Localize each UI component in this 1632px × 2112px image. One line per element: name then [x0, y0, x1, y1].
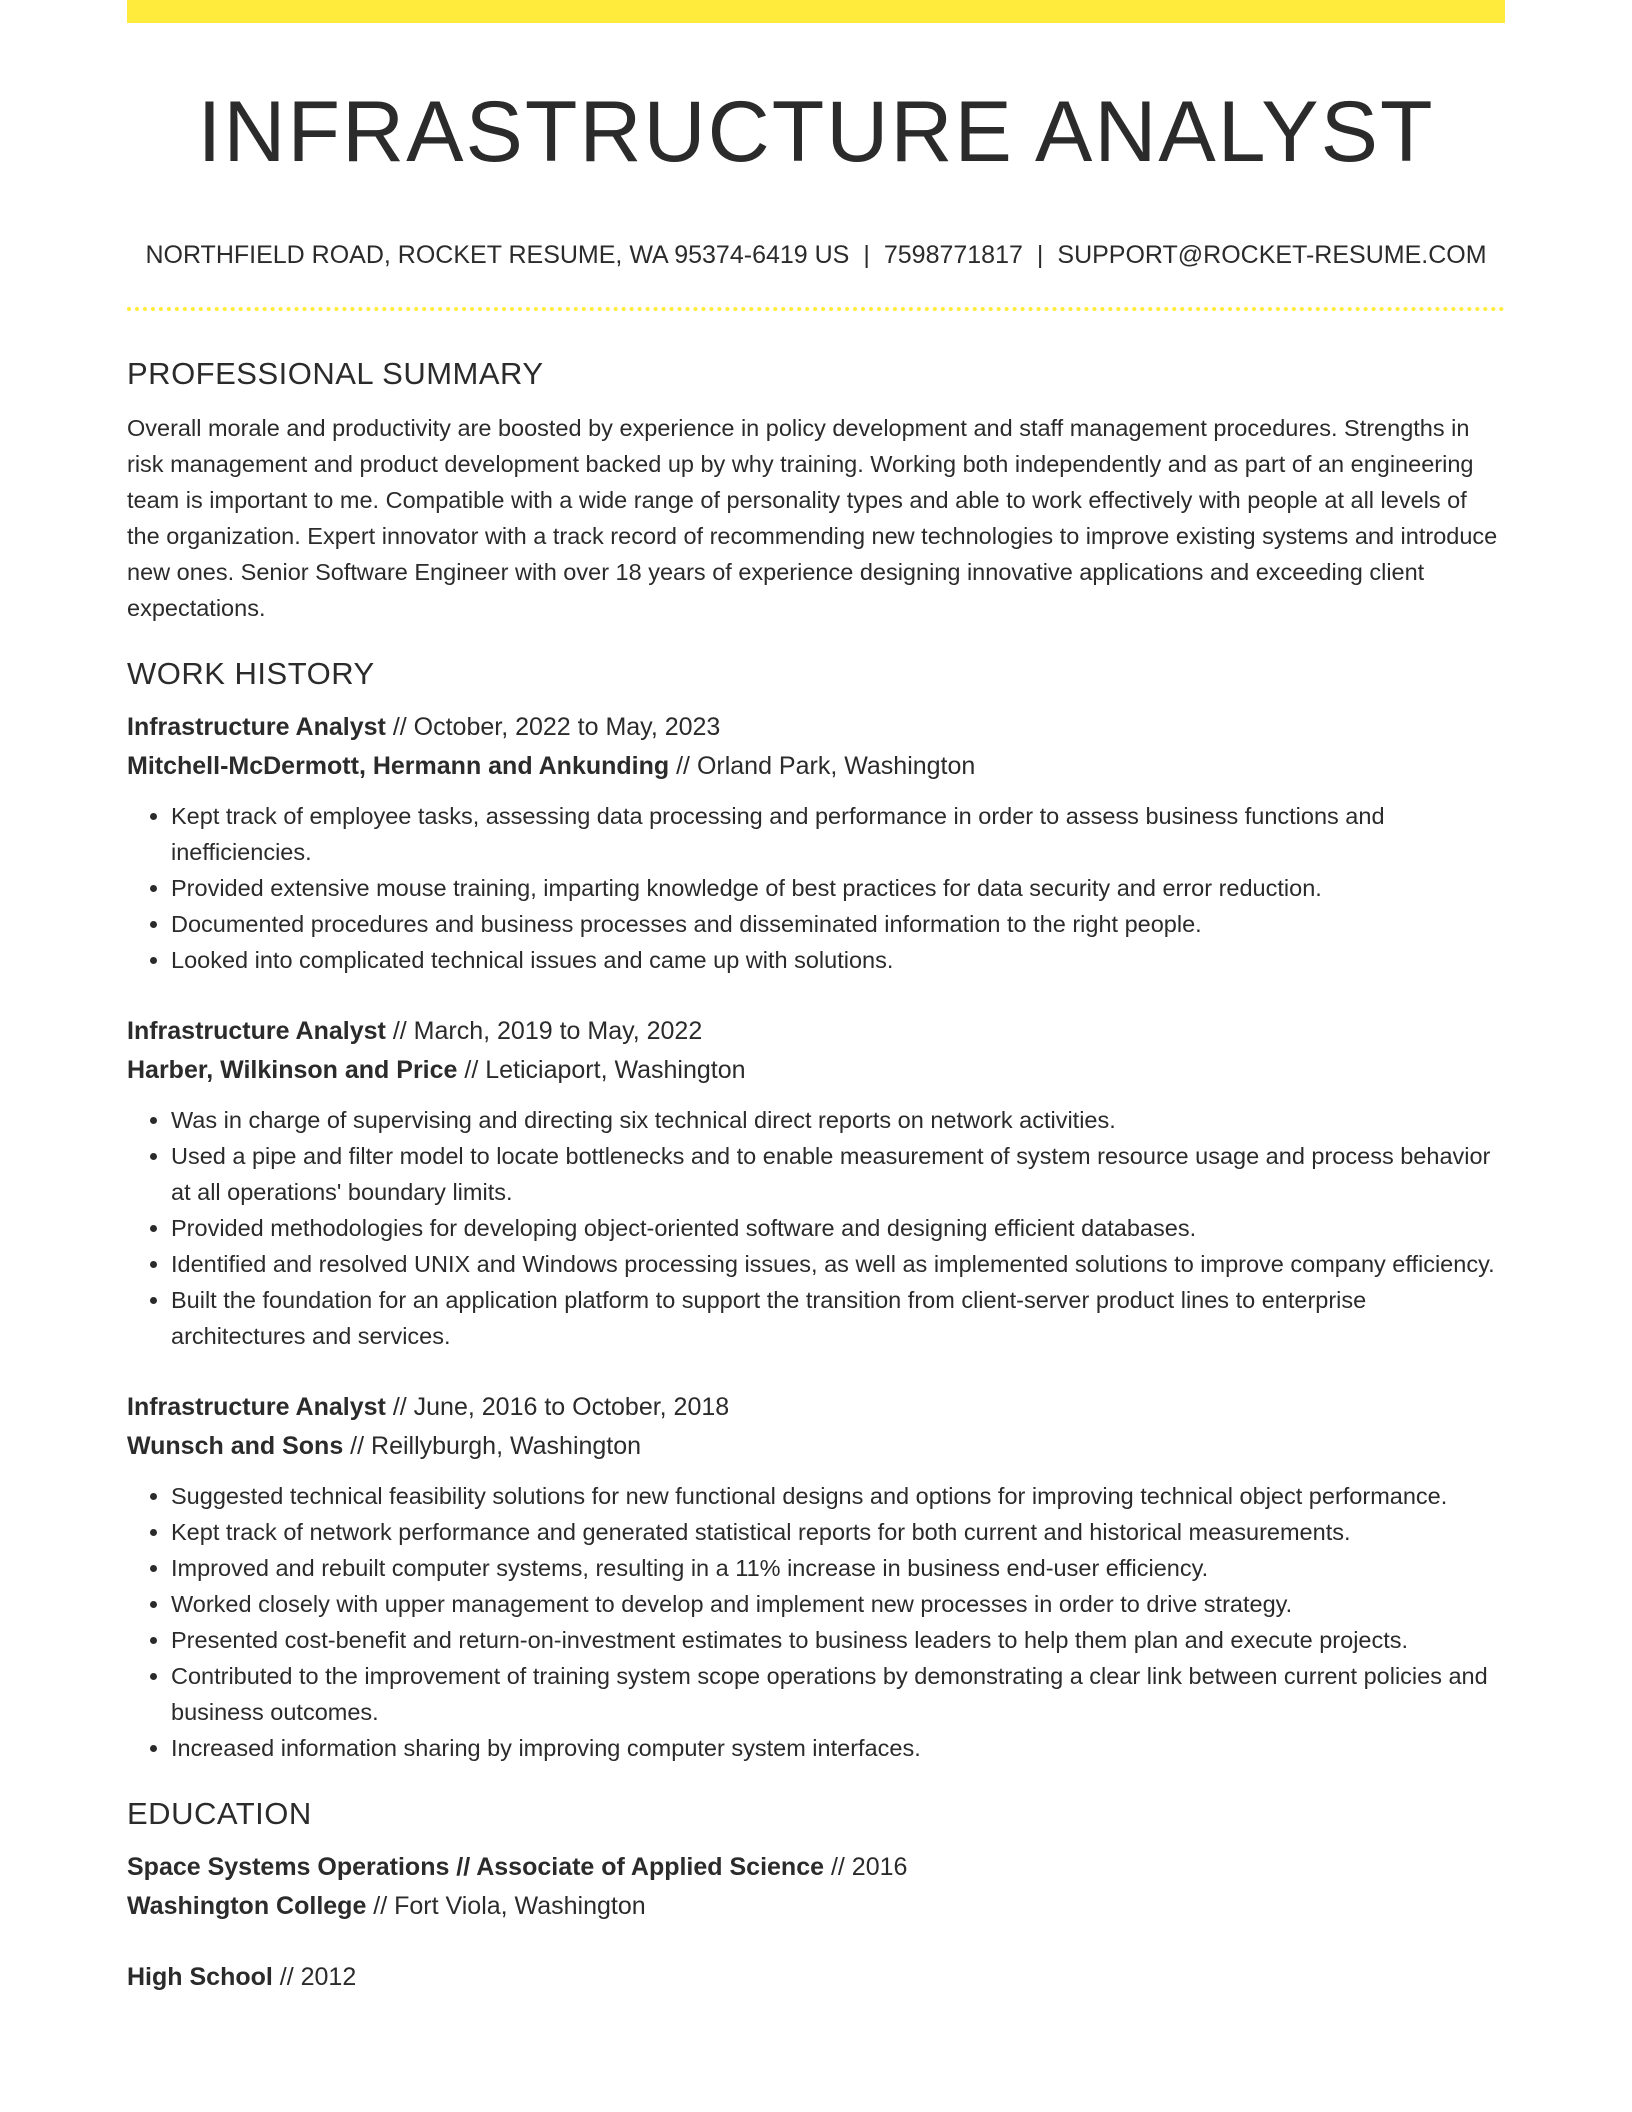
- degree-year: // 2012: [272, 1963, 357, 1991]
- list-item: • Kept track of employee tasks, assessing data processing and performance in order to assess business functions and inefficiencies.: [171, 798, 1505, 870]
- job-title: Infrastructure Analyst: [127, 1393, 386, 1421]
- contact-separator: |: [863, 241, 870, 269]
- degree-line: [127, 1958, 1505, 1997]
- summary-heading: PROFESSIONAL SUMMARY: [127, 356, 544, 391]
- degree: Space Systems Operations // Associate of Applied Science: [127, 1853, 825, 1881]
- job-company: Wunsch and Sons: [127, 1432, 344, 1460]
- education-section: [127, 1792, 1505, 1997]
- job-dates: // June, 2016 to October, 2018: [385, 1393, 730, 1421]
- job-title-line: [127, 1012, 1505, 1051]
- school-location: // Fort Viola, Washington: [366, 1892, 646, 1920]
- job-bullets: [127, 798, 1505, 978]
- job-dates: // October, 2022 to May, 2023: [385, 713, 721, 741]
- list-item: • Provided extensive mouse training, imparting knowledge of best practices for data security and error reduction.: [171, 870, 1505, 906]
- list-item: • Contributed to the improvement of training system scope operations by demonstrating a clear link between current policies and business outcomes.: [171, 1658, 1505, 1730]
- job-company-line: [127, 747, 1505, 786]
- list-item: • Was in charge of supervising and directing six technical direct reports on network activities.: [171, 1102, 1505, 1138]
- work-history-heading: WORK HISTORY: [127, 656, 375, 691]
- summary-section: [127, 352, 1505, 626]
- education-heading: EDUCATION: [127, 1796, 312, 1831]
- job-entry: [127, 708, 1505, 978]
- contact-address: NORTHFIELD ROAD, ROCKET RESUME, WA 95374-6419 US: [145, 241, 850, 269]
- accent-top-bar: [127, 0, 1505, 23]
- job-company-line: [127, 1051, 1505, 1090]
- school: Washington College: [127, 1892, 367, 1920]
- resume-content: [127, 352, 1505, 1997]
- job-entry: [127, 1012, 1505, 1354]
- job-list: [127, 708, 1505, 1766]
- job-title-line: [127, 708, 1505, 747]
- list-item: • Identified and resolved UNIX and Windows processing issues, as well as implemented solutions to improve company efficiency.: [171, 1246, 1505, 1282]
- list-item: • Worked closely with upper management to develop and implement new processes in order to drive strategy.: [171, 1586, 1505, 1622]
- school-line: [127, 1887, 1505, 1926]
- page-title: INFRASTRUCTURE ANALYST: [197, 84, 1435, 180]
- summary-text: Overall morale and productivity are boosted by experience in policy development and staff management procedures. Strengths in risk management and product development backed up by why training. Working both independently and as part of an engineering team is important to me. Compatible with a wide range of personality types and able to work effectively with people at all levels of the organization. Expert innovator with a track record of recommending new technologies to improve existing systems and introduce new ones. Senior Software Engineer with over 18 years of experience designing innovative applications and exceeding client expectations.: [127, 415, 1498, 621]
- job-title: Infrastructure Analyst: [127, 713, 386, 741]
- job-title-line: [127, 1388, 1505, 1427]
- list-item: • Documented procedures and business processes and disseminated information to the right people.: [171, 906, 1505, 942]
- list-item: • Improved and rebuilt computer systems, resulting in a 11% increase in business end-user efficiency.: [171, 1550, 1505, 1586]
- contact-line: [127, 238, 1505, 272]
- education-entry: [127, 1848, 1505, 1926]
- job-title: Infrastructure Analyst: [127, 1017, 386, 1045]
- dotted-divider: [127, 307, 1505, 311]
- contact-phone[interactable]: 7598771817: [883, 241, 1023, 269]
- work-history-section: [127, 652, 1505, 1766]
- job-location: // Leticiaport, Washington: [457, 1056, 746, 1084]
- job-bullets: [127, 1478, 1505, 1766]
- list-item: • Kept track of network performance and generated statistical reports for both current and historical measurements.: [171, 1514, 1505, 1550]
- degree-year: // 2016: [824, 1853, 908, 1881]
- contact-separator: |: [1036, 241, 1044, 269]
- job-entry: [127, 1388, 1505, 1766]
- job-company: Mitchell-McDermott, Hermann and Ankunding: [127, 752, 670, 780]
- job-bullets: [127, 1102, 1505, 1354]
- list-item: • Suggested technical feasibility solutions for new functional designs and options for improving technical object performance.: [171, 1478, 1505, 1514]
- job-dates: // March, 2019 to May, 2022: [385, 1017, 703, 1045]
- job-location: // Reillyburgh, Washington: [343, 1432, 642, 1460]
- list-item: • Looked into complicated technical issues and came up with solutions.: [171, 942, 1505, 978]
- list-item: • Increased information sharing by improving computer system interfaces.: [171, 1730, 1505, 1766]
- list-item: • Built the foundation for an application platform to support the transition from client-server product lines to enterprise architectures and services.: [171, 1282, 1505, 1354]
- job-company: Harber, Wilkinson and Price: [127, 1056, 458, 1084]
- list-item: • Presented cost-benefit and return-on-investment estimates to business leaders to help them plan and execute projects.: [171, 1622, 1505, 1658]
- job-company-line: [127, 1427, 1505, 1466]
- degree: High School: [127, 1963, 273, 1991]
- education-list: [127, 1848, 1505, 1997]
- degree-line: [127, 1848, 1505, 1887]
- list-item: • Provided methodologies for developing object-oriented software and designing efficient databases.: [171, 1210, 1505, 1246]
- list-item: • Used a pipe and filter model to locate bottlenecks and to enable measurement of system resource usage and process behavior at all operations' boundary limits.: [171, 1138, 1505, 1210]
- job-location: // Orland Park, Washington: [669, 752, 976, 780]
- education-entry: [127, 1958, 1505, 1997]
- contact-email[interactable]: SUPPORT@ROCKET-RESUME.COM: [1057, 241, 1487, 269]
